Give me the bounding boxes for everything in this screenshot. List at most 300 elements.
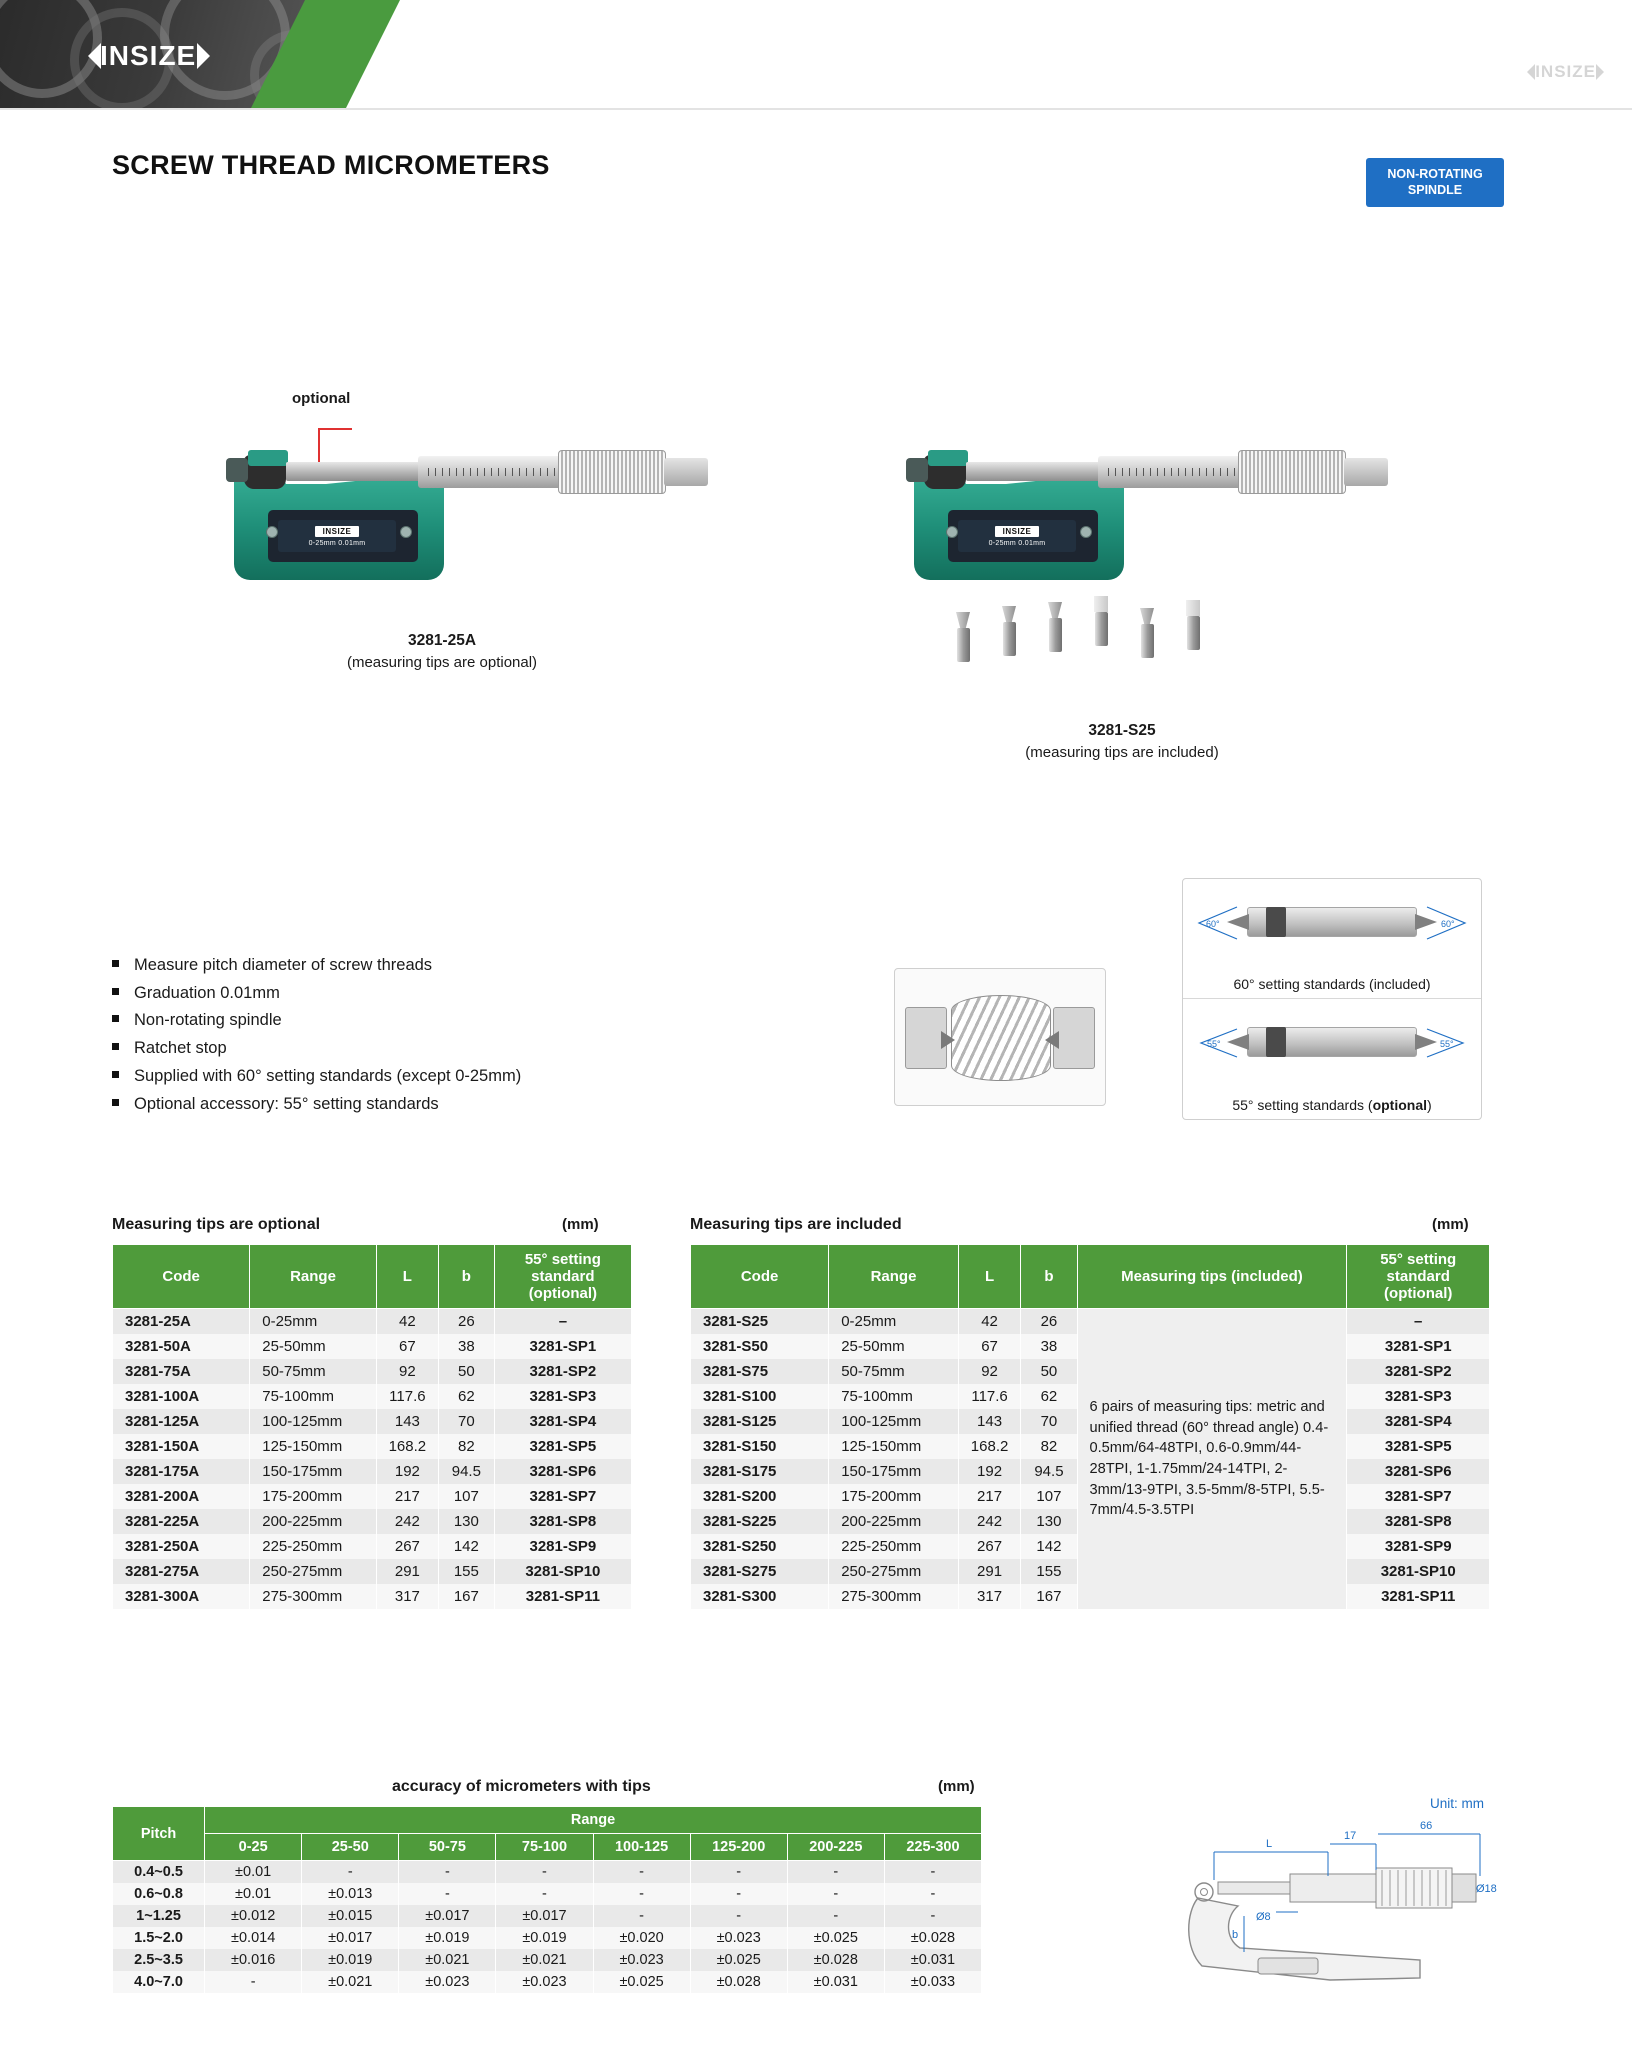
table-cell-pitch: 0.4~0.5 xyxy=(113,1861,205,1884)
table-included-unit: (mm) xyxy=(1432,1216,1469,1233)
table-cell: 3281-SP8 xyxy=(1347,1509,1490,1534)
measuring-tip xyxy=(1138,608,1156,658)
table-cell: - xyxy=(593,1905,690,1927)
table-cell: 125-150mm xyxy=(829,1434,959,1459)
diagram-tip-left-icon xyxy=(941,1031,955,1049)
figure-left-code: 3281-25A xyxy=(407,632,477,649)
svg-text:Ø18: Ø18 xyxy=(1476,1883,1497,1895)
th-range: Range xyxy=(829,1245,959,1309)
table-cell: 107 xyxy=(438,1484,494,1509)
table-cell: – xyxy=(1347,1309,1490,1335)
figure-left-note: (measuring tips are optional) xyxy=(346,654,538,672)
table-cell: 3281-SP10 xyxy=(494,1559,631,1584)
th-range-col: 75-100 xyxy=(496,1834,593,1861)
table-cell: ±0.033 xyxy=(884,1971,981,1993)
table-optional-title: Measuring tips are optional xyxy=(112,1216,321,1233)
table-row xyxy=(113,1905,982,1927)
measuring-tips-set xyxy=(954,596,1202,662)
table-cell: 107 xyxy=(1021,1484,1077,1509)
table-cell: 3281-S250 xyxy=(691,1534,829,1559)
micrometer-thimble xyxy=(1238,450,1346,494)
th-measuring-tips: Measuring tips (included) xyxy=(1077,1245,1347,1309)
table-accuracy-title: accuracy of micrometers with tips xyxy=(392,1778,651,1795)
table-cell: ±0.023 xyxy=(690,1927,787,1949)
table-header-row xyxy=(113,1245,632,1309)
table-row xyxy=(113,1459,632,1484)
table-cell: ±0.019 xyxy=(496,1927,593,1949)
table-cell: 3281-275A xyxy=(113,1559,250,1584)
table-cell: 75-100mm xyxy=(829,1384,959,1409)
table-cell: 38 xyxy=(1021,1334,1077,1359)
table-cell: ±0.023 xyxy=(496,1971,593,1993)
table-cell: ±0.017 xyxy=(302,1927,399,1949)
table-cell: - xyxy=(399,1861,496,1884)
list-item xyxy=(112,952,521,979)
feature-list xyxy=(112,952,521,1118)
table-cell: 167 xyxy=(1021,1584,1077,1609)
table-cell: 100-125mm xyxy=(829,1409,959,1434)
watermark-right-arrow-icon xyxy=(1596,64,1604,80)
table-cell: - xyxy=(690,1883,787,1905)
frame-screw xyxy=(946,526,958,538)
th-range-group: Range xyxy=(205,1807,982,1834)
table-cell: - xyxy=(302,1861,399,1884)
table-cell: 3281-250A xyxy=(113,1534,250,1559)
diagram-screw-thread xyxy=(951,995,1051,1081)
table-cell: 3281-125A xyxy=(113,1409,250,1434)
table-cell: 130 xyxy=(438,1509,494,1534)
th-range-col: 0-25 xyxy=(205,1834,302,1861)
measuring-tip xyxy=(954,612,972,662)
feature-text: Measure pitch diameter of screw threads xyxy=(134,956,433,974)
list-item xyxy=(112,1035,521,1062)
table-cell: ±0.031 xyxy=(787,1971,884,1993)
table-cell: 150-175mm xyxy=(829,1459,959,1484)
table-row xyxy=(113,1434,632,1459)
table-cell: 62 xyxy=(1021,1384,1077,1409)
table-cell: 3281-S150 xyxy=(691,1434,829,1459)
optional-leader-line xyxy=(318,428,352,462)
feature-text: Optional accessory: 55° setting standards xyxy=(134,1094,439,1113)
table-cell: 3281-SP8 xyxy=(494,1509,631,1534)
table-cell: 3281-SP1 xyxy=(494,1334,631,1359)
table-row xyxy=(113,1484,632,1509)
table-cell: ±0.015 xyxy=(302,1905,399,1927)
insize-logo xyxy=(88,40,210,72)
table-cell: 42 xyxy=(376,1309,438,1335)
micrometer-nameplate xyxy=(958,520,1076,552)
table-cell: 3281-225A xyxy=(113,1509,250,1534)
table-subheader-row xyxy=(113,1834,982,1861)
micrometer-nameplate xyxy=(278,520,396,552)
table-header-row xyxy=(113,1807,982,1834)
measuring-tips-description: 6 pairs of measuring tips: metric and unified thread (60° thread angle) 0.4-0.5mm/64-48TPI, 0.6-0.9mm/44-28TPI, 1-1.75mm/24-14TPI, 2-3mm/13-9TPI, 3.5-5mm/8-5TPI, 5.5-7mm/4.5-3.5TPI xyxy=(1077,1309,1347,1610)
table-cell: 275-300mm xyxy=(250,1584,377,1609)
table-cell: 225-250mm xyxy=(829,1534,959,1559)
header-watermark-logo xyxy=(1527,62,1604,82)
table-cell: - xyxy=(787,1861,884,1884)
table-cell: 192 xyxy=(958,1459,1021,1484)
table-cell: 175-200mm xyxy=(250,1484,377,1509)
measuring-tip xyxy=(1184,600,1202,650)
frame-screw xyxy=(400,526,412,538)
table-row xyxy=(113,1559,632,1584)
table-cell: - xyxy=(496,1883,593,1905)
th-range-col: 200-225 xyxy=(787,1834,884,1861)
table-cell: ±0.025 xyxy=(690,1949,787,1971)
table-cell: 3281-S100 xyxy=(691,1384,829,1409)
micrometer-ratchet-stop xyxy=(664,458,708,486)
feature-text: Ratchet stop xyxy=(134,1039,227,1058)
table-cell: 50-75mm xyxy=(250,1359,377,1384)
table-row xyxy=(691,1309,1490,1335)
header-divider xyxy=(0,108,1632,110)
caption-prefix: 55° setting standards ( xyxy=(1232,1097,1373,1113)
table-cell: 3281-SP2 xyxy=(494,1359,631,1384)
table-optional-unit: (mm) xyxy=(562,1216,599,1233)
table-cell: 70 xyxy=(438,1409,494,1434)
th-range-col: 50-75 xyxy=(399,1834,496,1861)
nameplate-spec: 0-25mm 0.01mm xyxy=(308,539,366,547)
th-pitch: Pitch xyxy=(113,1807,205,1861)
table-cell: 275-300mm xyxy=(829,1584,959,1609)
table-cell: ±0.025 xyxy=(593,1971,690,1993)
table-header-row xyxy=(691,1245,1490,1309)
table-cell: 167 xyxy=(438,1584,494,1609)
caption-suffix: ) xyxy=(1427,1097,1432,1113)
table-cell: ±0.01 xyxy=(205,1883,302,1905)
logo-right-arrow-icon xyxy=(197,43,210,69)
table-cell: - xyxy=(787,1905,884,1927)
table-included-body xyxy=(691,1309,1490,1610)
table-cell: 175-200mm xyxy=(829,1484,959,1509)
svg-text:b: b xyxy=(1232,1929,1239,1941)
th-setting-standard: 55° setting standard (optional) xyxy=(1347,1245,1490,1309)
diagram-anvil-right xyxy=(1053,1007,1095,1069)
table-cell: 67 xyxy=(376,1334,438,1359)
watermark-left-arrow-icon xyxy=(1527,64,1535,80)
table-cell: 168.2 xyxy=(958,1434,1021,1459)
setting-standard-55-caption xyxy=(1183,1097,1481,1113)
table-cell: 3281-S50 xyxy=(691,1334,829,1359)
table-cell: 117.6 xyxy=(376,1384,438,1409)
svg-text:17: 17 xyxy=(1344,1830,1357,1842)
setting-standard-60-caption: 60° setting standards (included) xyxy=(1233,976,1431,992)
table-cell: ±0.021 xyxy=(399,1949,496,1971)
table-cell-pitch: 2.5~3.5 xyxy=(113,1949,205,1971)
table-cell: ±0.019 xyxy=(302,1949,399,1971)
page-title: SCREW THREAD MICROMETERS xyxy=(112,150,550,180)
table-cell: 3281-SP1 xyxy=(1347,1334,1490,1359)
table-cell: 3281-SP2 xyxy=(1347,1359,1490,1384)
micrometer-illustration-3281-25A xyxy=(222,400,662,590)
table-cell: 3281-SP6 xyxy=(1347,1459,1490,1484)
table-cell: 3281-SP5 xyxy=(494,1434,631,1459)
product-figure-left xyxy=(222,390,662,674)
table-cell: - xyxy=(205,1971,302,1993)
table-row xyxy=(113,1883,982,1905)
micrometer-spindle xyxy=(286,462,436,481)
table-row xyxy=(113,1971,982,1993)
micrometer-sleeve xyxy=(418,456,566,488)
table-cell: ±0.021 xyxy=(496,1949,593,1971)
dimension-unit-label: Unit: mm xyxy=(1430,1796,1484,1811)
table-cell: 3281-SP3 xyxy=(1347,1384,1490,1409)
micrometer-illustration-3281-S25 xyxy=(902,400,1342,590)
table-cell: - xyxy=(690,1905,787,1927)
th-range-col: 100-125 xyxy=(593,1834,690,1861)
list-item xyxy=(112,980,521,1007)
anvil-knob xyxy=(226,458,248,482)
table-cell-pitch: 1~1.25 xyxy=(113,1905,205,1927)
table-cell: - xyxy=(593,1883,690,1905)
table-cell: 3281-S175 xyxy=(691,1459,829,1484)
table-cell: - xyxy=(690,1861,787,1884)
rod-tip-left-icon xyxy=(1227,1034,1249,1050)
table-cell: 3281-S75 xyxy=(691,1359,829,1384)
table-cell: 3281-50A xyxy=(113,1334,250,1359)
table-cell: 200-225mm xyxy=(250,1509,377,1534)
micrometer-sleeve xyxy=(1098,456,1246,488)
th-l: L xyxy=(376,1245,438,1309)
table-cell: 3281-S200 xyxy=(691,1484,829,1509)
table-cell: 92 xyxy=(376,1359,438,1384)
watermark-text: INSIZE xyxy=(1535,62,1596,81)
logo-text: INSIZE xyxy=(100,40,197,71)
table-cell: 3281-SP11 xyxy=(494,1584,631,1609)
feature-text: Non-rotating spindle xyxy=(134,1011,282,1030)
svg-text:60°: 60° xyxy=(1206,919,1220,929)
table-row xyxy=(113,1384,632,1409)
table-cell: 217 xyxy=(376,1484,438,1509)
table-cell: 50 xyxy=(1021,1359,1077,1384)
table-cell: 317 xyxy=(376,1584,438,1609)
table-cell: 200-225mm xyxy=(829,1509,959,1534)
micrometer-ratchet-stop xyxy=(1344,458,1388,486)
table-cell: ±0.012 xyxy=(205,1905,302,1927)
table-cell: - xyxy=(399,1883,496,1905)
thread-measurement-diagram xyxy=(894,968,1106,1106)
table-cell: ±0.025 xyxy=(787,1927,884,1949)
table-cell: 3281-25A xyxy=(113,1309,250,1335)
measuring-tip xyxy=(1046,602,1064,652)
table-cell: 3281-S300 xyxy=(691,1584,829,1609)
table-cell: 94.5 xyxy=(1021,1459,1077,1484)
rod-tip-left-icon xyxy=(1227,914,1249,930)
table-cell: 225-250mm xyxy=(250,1534,377,1559)
dimension-drawing-svg xyxy=(1180,1820,1500,2010)
frame-top-pad xyxy=(928,450,968,466)
table-cell: 3281-SP3 xyxy=(494,1384,631,1409)
setting-standard-55 xyxy=(1183,999,1481,1119)
micrometer-thimble xyxy=(558,450,666,494)
table-cell: ±0.017 xyxy=(399,1905,496,1927)
svg-text:55°: 55° xyxy=(1207,1039,1221,1049)
micrometer-spindle xyxy=(966,462,1116,481)
table-cell: ±0.020 xyxy=(593,1927,690,1949)
table-cell: 3281-S25 xyxy=(691,1309,829,1335)
table-row xyxy=(113,1409,632,1434)
table-cell: 150-175mm xyxy=(250,1459,377,1484)
table-cell: 3281-S275 xyxy=(691,1559,829,1584)
caption-bold: optional xyxy=(1372,1097,1427,1113)
table-cell: 42 xyxy=(958,1309,1021,1335)
table-cell: – xyxy=(494,1309,631,1335)
feature-text: Supplied with 60° setting standards (except 0-25mm) xyxy=(134,1066,522,1085)
nameplate-spec: 0-25mm 0.01mm xyxy=(988,539,1046,547)
table-cell: 217 xyxy=(958,1484,1021,1509)
table-row xyxy=(113,1861,982,1884)
th-b: b xyxy=(1021,1245,1077,1309)
table-cell: 3281-300A xyxy=(113,1584,250,1609)
diagram-tip-right-icon xyxy=(1045,1031,1059,1049)
dimension-drawing xyxy=(1180,1820,1500,2010)
table-cell: 26 xyxy=(438,1309,494,1335)
nameplate-logo: INSIZE xyxy=(315,526,360,537)
table-accuracy xyxy=(112,1806,982,1993)
table-cell: - xyxy=(787,1883,884,1905)
table-cell: ±0.028 xyxy=(690,1971,787,1993)
list-item xyxy=(112,1091,521,1118)
table-cell: 100-125mm xyxy=(250,1409,377,1434)
frame-screw xyxy=(1080,526,1092,538)
table-cell: 155 xyxy=(1021,1559,1077,1584)
table-cell: 250-275mm xyxy=(829,1559,959,1584)
table-cell: 82 xyxy=(438,1434,494,1459)
table-cell: 291 xyxy=(376,1559,438,1584)
table-cell: 143 xyxy=(376,1409,438,1434)
table-cell: 0-25mm xyxy=(250,1309,377,1335)
table-cell: 142 xyxy=(438,1534,494,1559)
table-cell: 242 xyxy=(958,1509,1021,1534)
table-cell: 50-75mm xyxy=(829,1359,959,1384)
table-cell: 75-100mm xyxy=(250,1384,377,1409)
table-cell-pitch: 4.0~7.0 xyxy=(113,1971,205,1993)
table-row xyxy=(113,1509,632,1534)
table-cell: 291 xyxy=(958,1559,1021,1584)
measuring-tip xyxy=(1000,606,1018,656)
setting-standard-60 xyxy=(1183,879,1481,999)
nameplate-logo: INSIZE xyxy=(995,526,1040,537)
table-cell-pitch: 1.5~2.0 xyxy=(113,1927,205,1949)
th-code: Code xyxy=(691,1245,829,1309)
table-cell: ±0.017 xyxy=(496,1905,593,1927)
th-code: Code xyxy=(113,1245,250,1309)
figure-caption-left xyxy=(222,630,662,674)
frame-screw xyxy=(266,526,278,538)
table-cell: 3281-200A xyxy=(113,1484,250,1509)
table-accuracy-body xyxy=(113,1861,982,1994)
svg-text:60°: 60° xyxy=(1441,919,1455,929)
table-cell: ±0.016 xyxy=(205,1949,302,1971)
table-cell-pitch: 0.6~0.8 xyxy=(113,1883,205,1905)
svg-text:55°: 55° xyxy=(1440,1039,1454,1049)
setting-standards-panel xyxy=(1182,878,1482,1120)
table-cell: - xyxy=(884,1883,981,1905)
table-cell: ±0.013 xyxy=(302,1883,399,1905)
table-row xyxy=(113,1927,982,1949)
table-cell: 26 xyxy=(1021,1309,1077,1335)
table-cell: 92 xyxy=(958,1359,1021,1384)
table-row xyxy=(113,1584,632,1609)
table-cell: 3281-S225 xyxy=(691,1509,829,1534)
table-cell: 155 xyxy=(438,1559,494,1584)
table-cell: - xyxy=(884,1905,981,1927)
table-cell: 82 xyxy=(1021,1434,1077,1459)
table-row xyxy=(113,1334,632,1359)
rod-tip-right-icon xyxy=(1415,914,1437,930)
table-cell: 267 xyxy=(958,1534,1021,1559)
table-row xyxy=(113,1534,632,1559)
table-row xyxy=(113,1359,632,1384)
table-cell: 3281-SP7 xyxy=(1347,1484,1490,1509)
setting-standard-rod xyxy=(1247,1027,1417,1057)
table-cell: ±0.021 xyxy=(302,1971,399,1993)
table-cell: ±0.01 xyxy=(205,1861,302,1884)
feature-text: Graduation 0.01mm xyxy=(134,983,280,1002)
table-optional-body xyxy=(113,1309,632,1610)
table-cell: 143 xyxy=(958,1409,1021,1434)
svg-text:Ø8: Ø8 xyxy=(1256,1911,1271,1923)
table-cell: ±0.028 xyxy=(884,1927,981,1949)
table-cell: - xyxy=(884,1861,981,1884)
svg-text:L: L xyxy=(1266,1838,1273,1850)
th-range-col: 25-50 xyxy=(302,1834,399,1861)
table-cell: 3281-100A xyxy=(113,1384,250,1409)
list-item xyxy=(112,1063,521,1090)
table-cell: 242 xyxy=(376,1509,438,1534)
anvil-knob xyxy=(906,458,928,482)
th-range: Range xyxy=(250,1245,377,1309)
table-cell: 142 xyxy=(1021,1534,1077,1559)
table-cell: ±0.023 xyxy=(593,1949,690,1971)
table-cell: 3281-SP6 xyxy=(494,1459,631,1484)
table-cell: 130 xyxy=(1021,1509,1077,1534)
table-cell: 3281-S125 xyxy=(691,1409,829,1434)
th-l: L xyxy=(958,1245,1021,1309)
rod-tip-right-icon xyxy=(1415,1034,1437,1050)
table-cell: 3281-75A xyxy=(113,1359,250,1384)
table-cell: 62 xyxy=(438,1384,494,1409)
figure-caption-right xyxy=(902,720,1342,764)
table-cell: 67 xyxy=(958,1334,1021,1359)
table-cell: 267 xyxy=(376,1534,438,1559)
table-cell: 3281-SP4 xyxy=(1347,1409,1490,1434)
table-cell: 3281-SP4 xyxy=(494,1409,631,1434)
page-header xyxy=(0,0,1632,110)
table-cell: ±0.028 xyxy=(787,1949,884,1971)
table-cell: ±0.023 xyxy=(399,1971,496,1993)
table-cell: 3281-SP11 xyxy=(1347,1584,1490,1609)
table-cell: 94.5 xyxy=(438,1459,494,1484)
optional-label: optional xyxy=(292,390,351,407)
table-row xyxy=(113,1949,982,1971)
table-row xyxy=(113,1309,632,1335)
figure-right-code: 3281-S25 xyxy=(1088,722,1156,739)
table-cell: 3281-SP5 xyxy=(1347,1434,1490,1459)
table-cell: - xyxy=(593,1861,690,1884)
svg-text:66: 66 xyxy=(1420,1820,1433,1832)
table-cell: 3281-SP10 xyxy=(1347,1559,1490,1584)
table-cell: 3281-175A xyxy=(113,1459,250,1484)
table-cell: 3281-150A xyxy=(113,1434,250,1459)
table-cell: 0-25mm xyxy=(829,1309,959,1335)
table-cell: 250-275mm xyxy=(250,1559,377,1584)
table-cell: ±0.031 xyxy=(884,1949,981,1971)
table-cell: ±0.014 xyxy=(205,1927,302,1949)
table-cell: 3281-SP7 xyxy=(494,1484,631,1509)
table-cell: 70 xyxy=(1021,1409,1077,1434)
